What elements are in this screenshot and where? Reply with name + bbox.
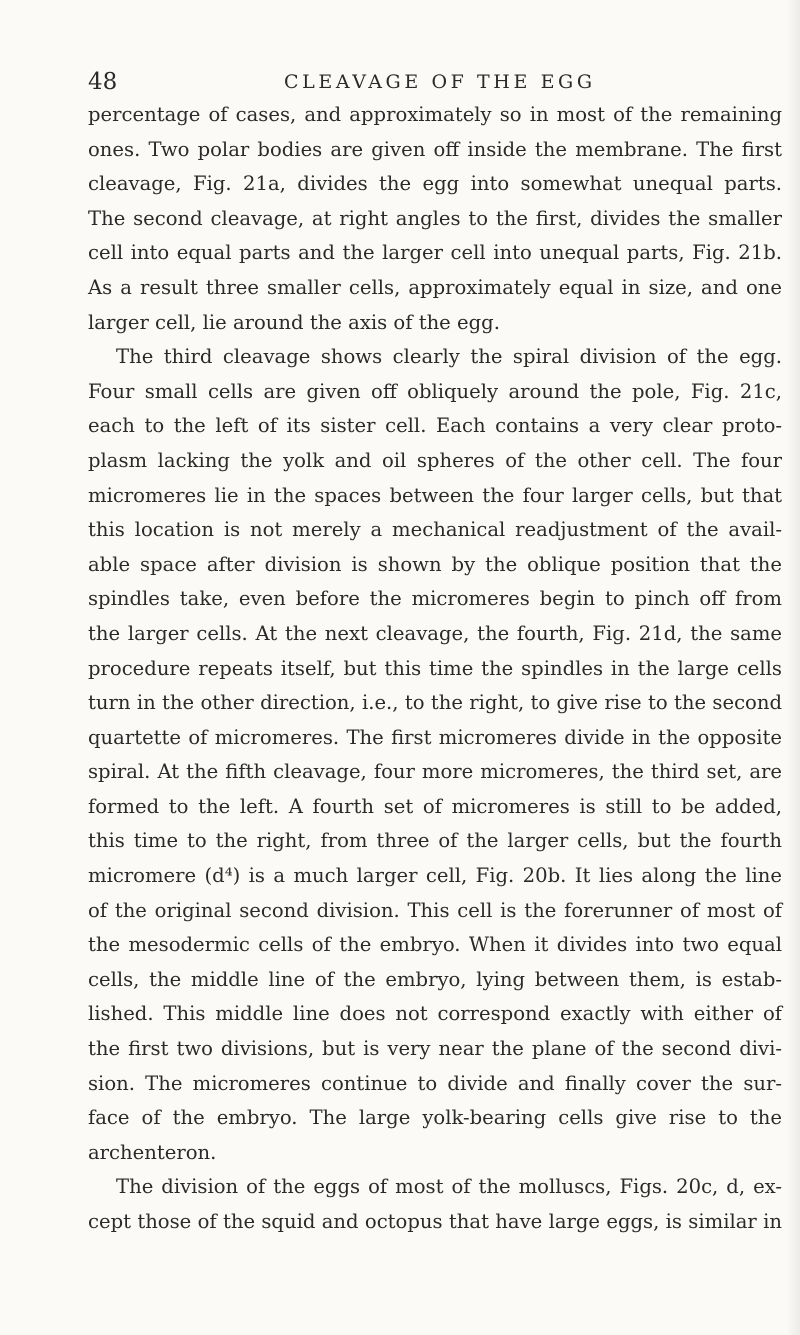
page-edge-shadow xyxy=(786,0,800,1335)
text-line: formed to the left. A fourth set of micromeres is still to be added, xyxy=(88,794,782,818)
running-head: CLEAVAGE OF THE EGG xyxy=(284,71,596,93)
text-line: Four small cells are given off obliquely around the pole, Fig. 21c, xyxy=(88,379,782,403)
text-line: this time to the right, from three of the larger cells, but the fourth xyxy=(88,829,782,853)
page-number: 48 xyxy=(88,69,118,95)
text-line: micromeres lie in the spaces between the four larger cells, but that xyxy=(88,483,782,507)
text-line: face of the embryo. The large yolk-bearing cells give rise to the xyxy=(88,1106,782,1130)
text-line: of the original second division. This cell is the forerunner of most of xyxy=(88,898,782,922)
text-line: procedure repeats itself, but this time the spindles in the large cells xyxy=(88,656,782,680)
text-line: sion. The micromeres continue to divide and finally cover the sur- xyxy=(88,1071,782,1095)
text-line: spindles take, even before the micromeres begin to pinch off from xyxy=(88,587,782,611)
text-line: each to the left of its sister cell. Each contains a very clear proto- xyxy=(88,414,782,438)
text-line: larger cell, lie around the axis of the egg. xyxy=(88,310,500,334)
text-line: turn in the other direction, i.e., to the right, to give rise to the second xyxy=(88,691,782,715)
text-line: the first two divisions, but is very near the plane of the second divi- xyxy=(88,1037,782,1061)
text-line: this location is not merely a mechanical readjustment of the avail- xyxy=(88,518,782,542)
text-line: cell into equal parts and the larger cell into unequal parts, Fig. 21b. xyxy=(88,241,782,265)
body-text xyxy=(88,98,788,1240)
text-line: the larger cells. At the next cleavage, the fourth, Fig. 21d, the same xyxy=(88,621,782,645)
text-line: micromere (d⁴) is a much larger cell, Fig. 20b. It lies along the line xyxy=(88,864,782,888)
text-line: quartette of micromeres. The first micromeres divide in the opposite xyxy=(88,725,782,749)
text-line: ones. Two polar bodies are given off inside the membrane. The first xyxy=(88,137,782,161)
text-line: plasm lacking the yolk and oil spheres of the other cell. The four xyxy=(88,448,782,472)
text-line: cells, the middle line of the embryo, lying between them, is estab- xyxy=(88,967,782,991)
text-line: spiral. At the fifth cleavage, four more micromeres, the third set, are xyxy=(88,760,782,784)
text-line: cleavage, Fig. 21a, divides the egg into somewhat unequal parts. xyxy=(88,172,782,196)
text-line: The second cleavage, at right angles to the first, divides the smaller xyxy=(88,206,782,230)
text-line: able space after division is shown by the oblique position that the xyxy=(88,552,782,576)
paragraph-start-line: The division of the eggs of most of the molluscs, Figs. 20c, d, ex- xyxy=(116,1175,782,1199)
text-line: lished. This middle line does not correspond exactly with either of xyxy=(88,1002,782,1026)
text-line: As a result three smaller cells, approximately equal in size, and one xyxy=(88,275,782,299)
text-line: the mesodermic cells of the embryo. When it divides into two equal xyxy=(88,933,782,957)
text-line: percentage of cases, and approximately so in most of the remaining xyxy=(88,103,782,126)
text-line: cept those of the squid and octopus that have large eggs, is similar in xyxy=(88,1210,782,1233)
paragraph-start-line: The third cleavage shows clearly the spiral division of the egg. xyxy=(116,345,782,369)
text-line: archenteron. xyxy=(88,1140,217,1164)
page-header xyxy=(88,66,728,98)
